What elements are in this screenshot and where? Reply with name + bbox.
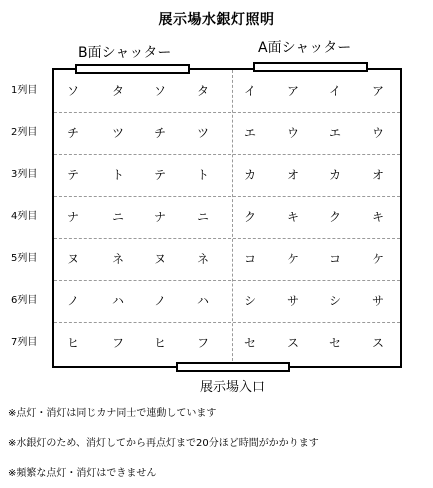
- lamp-label: ヌ: [66, 252, 79, 266]
- lamp-label: タ: [196, 84, 209, 98]
- lamp-label: チ: [153, 126, 166, 140]
- lamp-label: ス: [371, 336, 384, 350]
- page-title: 展示場水銀灯照明: [158, 12, 275, 28]
- b-side-shutter-label: B面シャッター: [78, 45, 172, 61]
- lamp-label: ハ: [111, 294, 124, 308]
- lamp-label: ト: [111, 168, 124, 182]
- lamp-label: ツ: [196, 126, 209, 140]
- lamp-label: フ: [196, 336, 209, 350]
- lamp-label: ネ: [196, 252, 209, 266]
- lamp-label: シ: [328, 294, 341, 308]
- lamp-label: セ: [243, 336, 256, 350]
- lamp-label: ネ: [111, 252, 124, 266]
- lamp-label: キ: [371, 210, 384, 224]
- row-label: 1列目: [11, 85, 38, 96]
- lamp-label: ケ: [286, 252, 299, 266]
- row-label: 3列目: [11, 169, 38, 180]
- lamp-label: ノ: [66, 294, 79, 308]
- row-label: 7列目: [11, 337, 38, 348]
- lamp-label: ア: [371, 84, 384, 98]
- lamp-label: ク: [328, 210, 341, 224]
- row-label: 2列目: [11, 127, 38, 138]
- note-no-frequent-switching: ※頻繁な点灯・消灯はできません: [8, 468, 157, 479]
- lamp-label: サ: [371, 294, 384, 308]
- row-divider: [54, 322, 400, 323]
- lamp-label: ナ: [66, 210, 79, 224]
- row-divider: [54, 154, 400, 155]
- lamp-label: ケ: [371, 252, 384, 266]
- row-divider: [54, 112, 400, 113]
- lamp-label: ヌ: [153, 252, 166, 266]
- lamp-label: イ: [328, 84, 341, 98]
- lamp-label: オ: [286, 168, 299, 182]
- lamp-label: ヒ: [153, 336, 166, 350]
- note-restart-time: ※水銀灯のため、消灯してから再点灯まで20分ほど時間がかかります: [8, 438, 319, 449]
- lamp-label: エ: [328, 126, 341, 140]
- row-divider: [54, 238, 400, 239]
- lamp-label: コ: [243, 252, 256, 266]
- lamp-label: タ: [111, 84, 124, 98]
- lamp-label: ウ: [371, 126, 384, 140]
- lamp-label: ニ: [111, 210, 124, 224]
- lamp-label: ソ: [66, 84, 79, 98]
- lamp-label: セ: [328, 336, 341, 350]
- row-label: 4列目: [11, 211, 38, 222]
- lamp-label: ヒ: [66, 336, 79, 350]
- exhibition-hall-outline: [52, 68, 402, 368]
- lamp-label: ノ: [153, 294, 166, 308]
- lamp-label: イ: [243, 84, 256, 98]
- lamp-label: オ: [371, 168, 384, 182]
- lamp-label: キ: [286, 210, 299, 224]
- lamp-label: カ: [328, 168, 341, 182]
- lamp-label: ス: [286, 336, 299, 350]
- lamp-label: シ: [243, 294, 256, 308]
- lamp-label: ソ: [153, 84, 166, 98]
- lamp-label: ア: [286, 84, 299, 98]
- lamp-label: フ: [111, 336, 124, 350]
- lamp-label: カ: [243, 168, 256, 182]
- entrance-label: 展示場入口: [199, 380, 265, 395]
- lamp-label: ツ: [111, 126, 124, 140]
- lamp-label: ニ: [196, 210, 209, 224]
- row-label: 6列目: [11, 295, 38, 306]
- b-side-shutter: [75, 64, 190, 74]
- row-divider: [54, 280, 400, 281]
- lamp-label: ク: [243, 210, 256, 224]
- row-label: 5列目: [11, 253, 38, 264]
- a-side-shutter: [253, 62, 368, 72]
- lamp-label: テ: [66, 168, 79, 182]
- hall-entrance: [176, 362, 290, 372]
- lamp-label: チ: [66, 126, 79, 140]
- note-linked-switching: ※点灯・消灯は同じカナ同士で連動しています: [8, 408, 217, 419]
- lamp-label: サ: [286, 294, 299, 308]
- lamp-label: ト: [196, 168, 209, 182]
- a-side-shutter-label: A面シャッター: [258, 40, 352, 56]
- lamp-label: エ: [243, 126, 256, 140]
- lamp-label: ハ: [196, 294, 209, 308]
- lamp-label: ウ: [286, 126, 299, 140]
- lamp-label: テ: [153, 168, 166, 182]
- row-divider: [54, 196, 400, 197]
- lamp-label: コ: [328, 252, 341, 266]
- lamp-label: ナ: [153, 210, 166, 224]
